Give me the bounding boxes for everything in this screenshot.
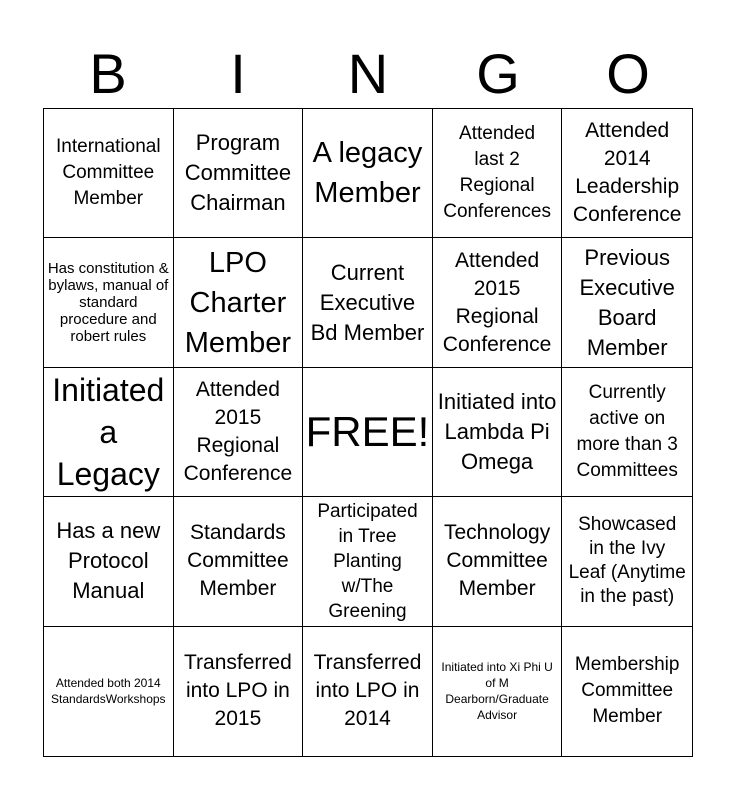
bingo-cell-r1c5[interactable] xyxy=(562,109,692,238)
bingo-board xyxy=(43,108,693,757)
bingo-cell-r4c2[interactable] xyxy=(174,497,304,626)
header-letter-i: I xyxy=(230,42,246,105)
bingo-cell-r1c3[interactable] xyxy=(303,109,433,238)
bingo-cell-text: Attended last 2 Regional Conferences xyxy=(443,123,551,223)
bingo-header xyxy=(43,40,693,108)
header-letter-b: B xyxy=(89,42,127,105)
bingo-cell-text: A legacy Member xyxy=(312,137,423,210)
bingo-cell-r1c4[interactable] xyxy=(433,109,563,238)
bingo-cell-r2c1[interactable] xyxy=(44,238,174,367)
bingo-cell-text: Technology Committee Member xyxy=(443,521,551,601)
bingo-cell-text: Attended 2015 Regional Conference xyxy=(442,248,552,356)
bingo-cell-text: Initiated into Lambda Pi Omega xyxy=(437,388,557,474)
bingo-cell-text: Program Committee Chairman xyxy=(184,130,292,216)
bingo-cell-r1c1[interactable] xyxy=(44,109,174,238)
bingo-cell-r4c4[interactable] xyxy=(433,497,563,626)
bingo-cell-text: Previous Executive Board Member xyxy=(579,244,675,360)
bingo-cell-r3c1[interactable] xyxy=(44,368,174,497)
bingo-cell-text: Attended 2015 Regional Conference xyxy=(183,377,293,485)
bingo-cell-text: Initiated a Legacy xyxy=(52,372,165,492)
bingo-cell-text: Has a new Protocol Manual xyxy=(56,518,161,604)
bingo-cell-r5c4[interactable] xyxy=(433,627,563,756)
bingo-cell-r2c4[interactable] xyxy=(433,238,563,367)
bingo-cell-r5c5[interactable] xyxy=(562,627,692,756)
bingo-cell-text: International Committee Member xyxy=(56,136,161,210)
bingo-cell-text: Initiated into Xi Phi U of M Dearborn/Graduate Advisor xyxy=(441,660,553,723)
bingo-cell-r3c3[interactable] xyxy=(303,368,433,497)
bingo-cell-text: Membership Committee Member xyxy=(574,654,680,728)
header-letter-g: G xyxy=(476,42,520,105)
bingo-cell-r3c4[interactable] xyxy=(433,368,563,497)
bingo-cell-r4c1[interactable] xyxy=(44,497,174,626)
bingo-cell-text: Current Executive Bd Member xyxy=(310,259,425,345)
bingo-cell-text: Currently active on more than 3 Committees xyxy=(576,381,678,481)
header-letter-n: N xyxy=(347,42,389,105)
bingo-cell-r2c3[interactable] xyxy=(303,238,433,367)
bingo-cell-r3c5[interactable] xyxy=(562,368,692,497)
bingo-cell-r3c2[interactable] xyxy=(174,368,304,497)
bingo-cell-r1c2[interactable] xyxy=(174,109,304,238)
bingo-cell-text: Participated in Tree Planting w/The Greening xyxy=(317,500,418,622)
bingo-cell-r5c3[interactable] xyxy=(303,627,433,756)
bingo-cell-text: Has constitution & bylaws, manual of standard procedure and robert rules xyxy=(47,260,169,346)
header-letter-o: O xyxy=(606,42,650,105)
bingo-cell-text: Attended 2014 Leadership Conference xyxy=(572,119,682,227)
bingo-cell-r4c5[interactable] xyxy=(562,497,692,626)
bingo-cell-r2c5[interactable] xyxy=(562,238,692,367)
bingo-cell-r5c1[interactable] xyxy=(44,627,174,756)
bingo-cell-r5c2[interactable] xyxy=(174,627,304,756)
bingo-cell-r4c3[interactable] xyxy=(303,497,433,626)
bingo-cell-text: Attended both 2014 StandardsWorkshops xyxy=(51,676,166,707)
bingo-cell-r2c2[interactable] xyxy=(174,238,304,367)
bingo-cell-text: Transferred into LPO in 2014 xyxy=(313,651,422,731)
bingo-cell-text: LPO Charter Member xyxy=(184,246,292,359)
bingo-cell-text: Transferred into LPO in 2015 xyxy=(184,651,292,731)
bingo-cell-text: Standards Committee Member xyxy=(187,521,289,601)
bingo-cell-text: FREE! xyxy=(305,407,430,455)
bingo-cell-text: Showcased in the Ivy Leaf (Anytime in the past) xyxy=(568,514,686,608)
